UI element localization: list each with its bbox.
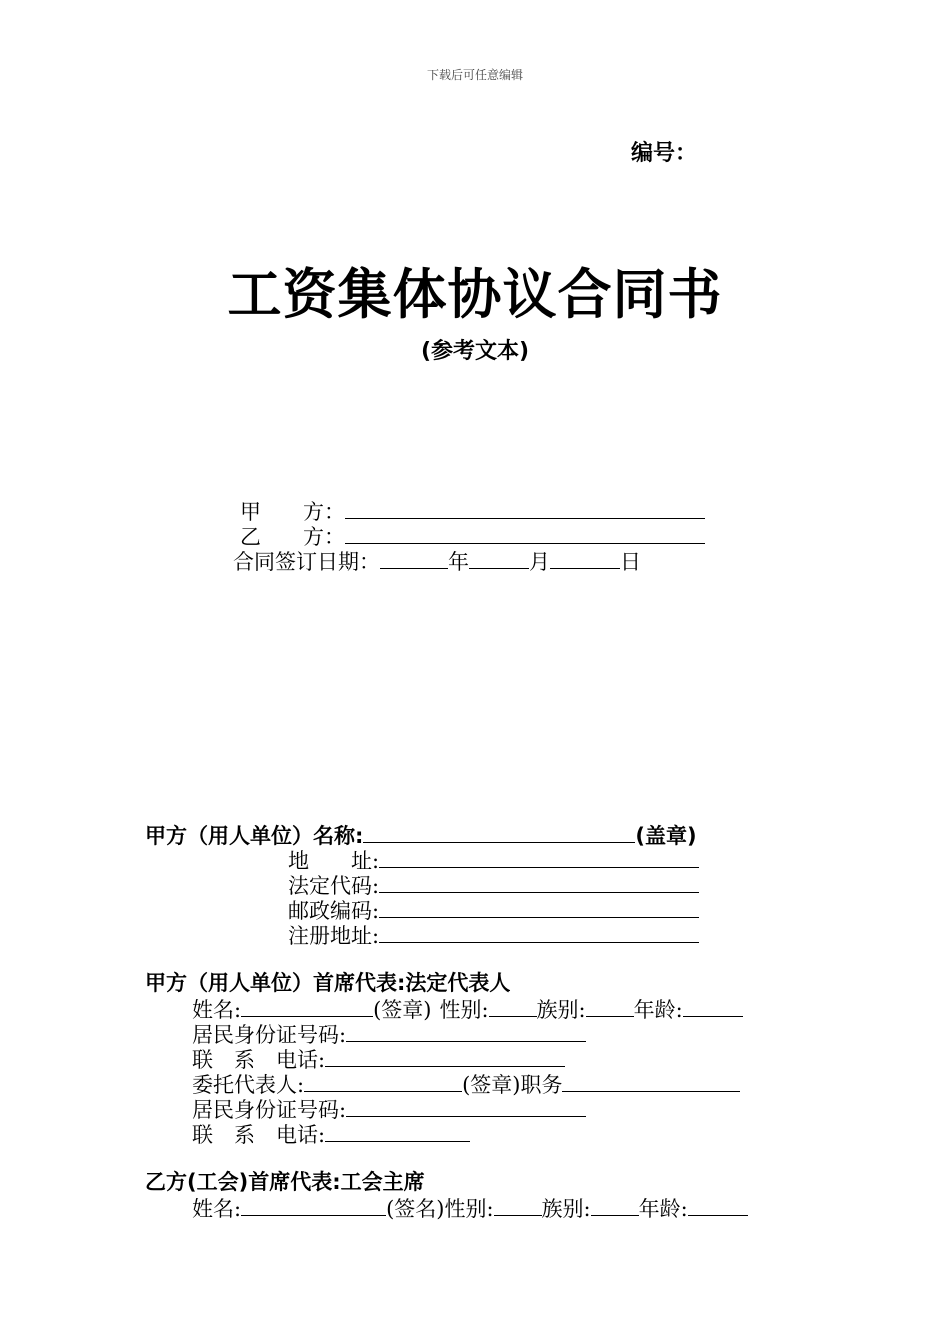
employer-name-label: 甲方（用人单位）名称: [145,824,364,848]
union-age-field[interactable] [688,1195,748,1216]
rep-id-label: 居民身份证号码: [192,1023,347,1047]
rep-sign-label: (签章) [373,998,432,1022]
union-ethnicity-field[interactable] [591,1195,639,1216]
employer-name-row [145,822,697,849]
month-field[interactable] [469,548,529,569]
registered-address-row [288,922,699,949]
day-label: 日 [620,550,641,574]
union-sign-label: (签名) [386,1197,445,1221]
sign-date-row [233,548,641,575]
union-gender-field[interactable] [494,1195,542,1216]
delegate-id-field[interactable] [346,1096,586,1117]
rep-phone-row [192,1046,565,1073]
registered-address-field[interactable] [379,922,699,943]
delegate-position-field[interactable] [562,1071,740,1092]
union-name-label: 姓名: [192,1197,242,1221]
rep-phone-label: 联 系 电话: [192,1048,326,1072]
delegate-id-label: 居民身份证号码: [192,1098,347,1122]
postal-code-row [288,897,699,924]
seal-label: (盖章) [635,824,697,848]
union-age-label: 年龄: [638,1197,688,1221]
contract-number-label: 编号： [631,141,698,166]
union-ethnicity-label: 族别: [541,1197,591,1221]
legal-code-label: 法定代码: [288,874,380,898]
delegate-phone-row [192,1121,470,1148]
employer-rep-name-row [192,996,743,1023]
union-gender-label: 性别: [444,1197,494,1221]
party-b-label: 乙 方： [240,525,345,549]
legal-code-row [288,872,699,899]
party-a-label: 甲 方： [240,500,345,524]
month-label: 月 [529,550,550,574]
party-b-row [240,523,705,550]
rep-id-row [192,1021,586,1048]
header-note: 下载后可任意编辑 [426,68,523,82]
party-a-row [240,498,705,525]
union-rep-name-row [192,1195,748,1222]
delegate-phone-label: 联 系 电话: [192,1123,326,1147]
employer-address-label: 地 址: [288,849,380,873]
year-label: 年 [448,550,469,574]
delegate-phone-field[interactable] [325,1121,470,1142]
rep-gender-field[interactable] [489,996,537,1017]
rep-gender-label: 性别: [439,998,489,1022]
delegate-label: 委托代表人: [192,1073,305,1097]
rep-name-label: 姓名: [192,998,242,1022]
legal-code-field[interactable] [379,872,699,893]
rep-ethnicity-label: 族别: [536,998,586,1022]
employer-rep-heading: 甲方（用人单位）首席代表:法定代表人 [145,971,511,995]
postal-code-field[interactable] [379,897,699,918]
delegate-field[interactable] [304,1071,462,1092]
rep-name-field[interactable] [241,996,373,1017]
party-b-field[interactable] [345,523,705,544]
employer-address-row [288,847,699,874]
delegate-sign-label: (签章)职务 [462,1073,563,1097]
year-field[interactable] [380,548,448,569]
union-rep-heading: 乙方(工会)首席代表:工会主席 [145,1170,425,1194]
rep-age-label: 年龄: [633,998,683,1022]
rep-id-field[interactable] [346,1021,586,1042]
sign-date-label: 合同签订日期： [233,550,380,574]
employer-name-field[interactable] [363,822,635,843]
postal-code-label: 邮政编码: [288,899,380,923]
delegate-id-row [192,1096,586,1123]
rep-ethnicity-field[interactable] [586,996,634,1017]
union-name-field[interactable] [241,1195,386,1216]
rep-age-field[interactable] [683,996,743,1017]
rep-phone-field[interactable] [325,1046,565,1067]
day-field[interactable] [550,548,620,569]
document-title: 工资集体协议合同书 [227,263,723,326]
party-a-field[interactable] [345,498,705,519]
document-subtitle: (参考文本) [420,339,530,364]
registered-address-label: 注册地址: [288,924,380,948]
delegate-row [192,1071,740,1098]
employer-address-field[interactable] [379,847,699,868]
